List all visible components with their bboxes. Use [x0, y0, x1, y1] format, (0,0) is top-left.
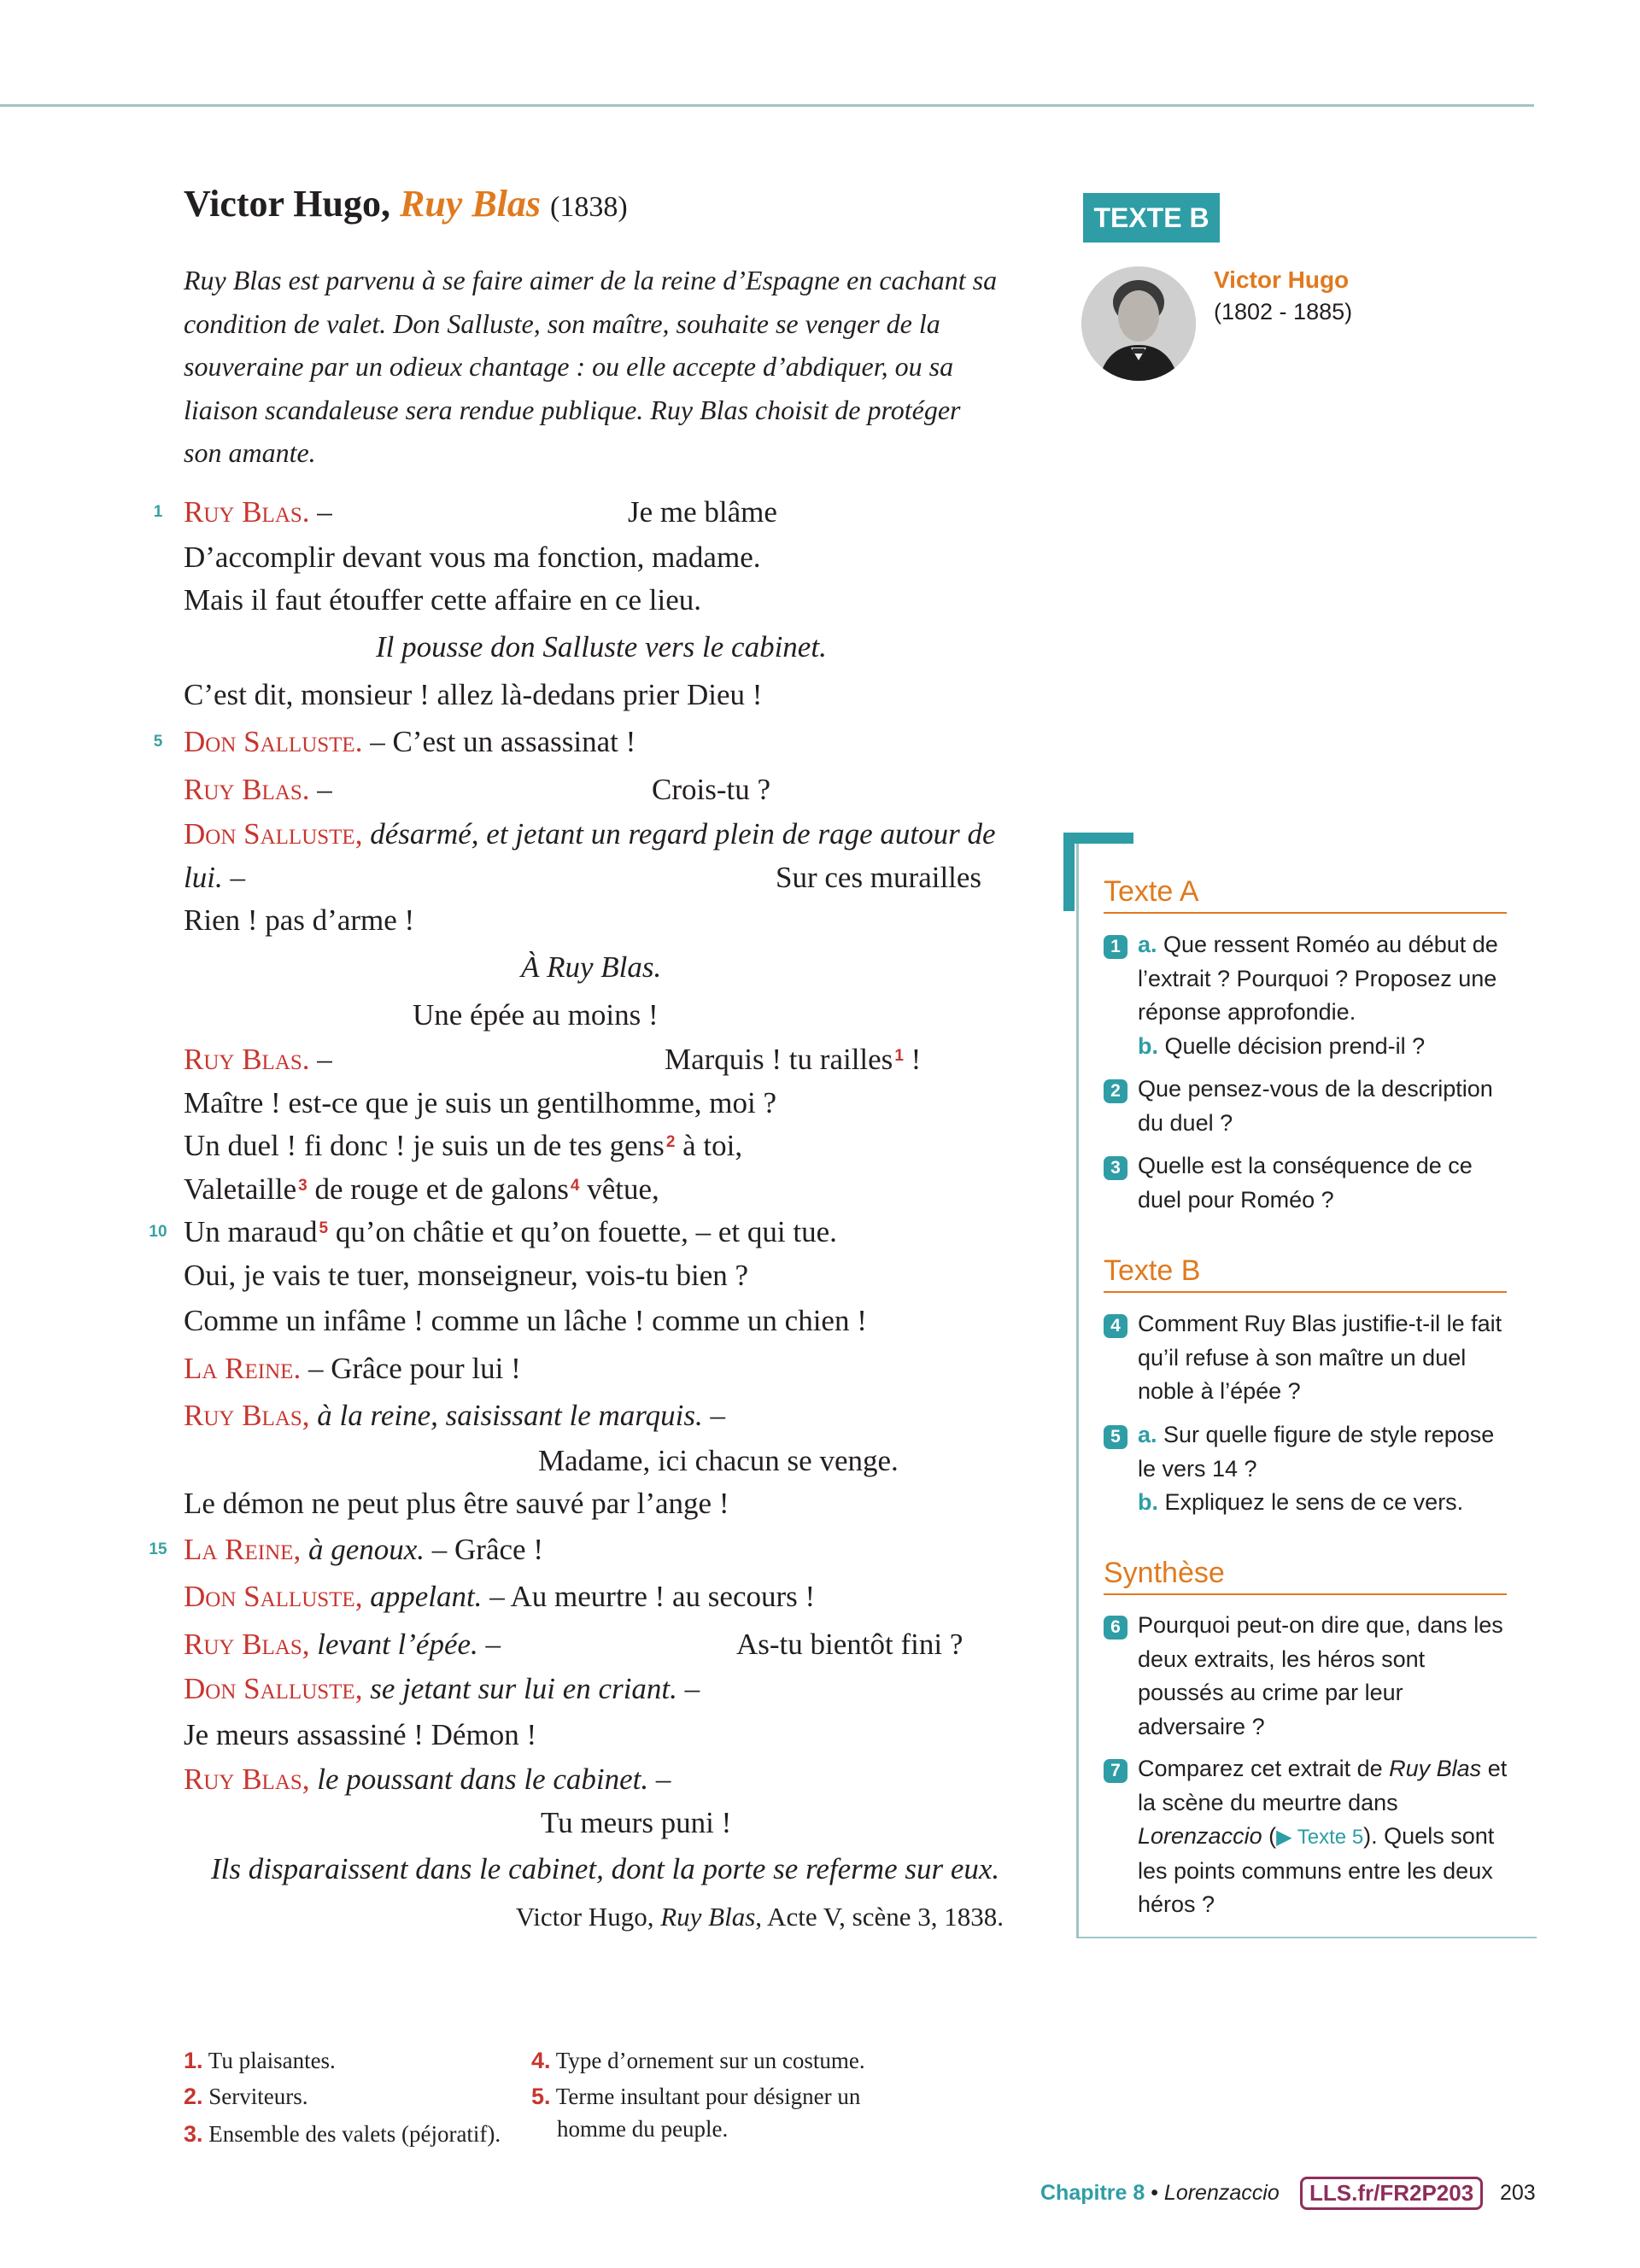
author-portrait-image [1081, 266, 1196, 381]
footnote-number: 1. [184, 2048, 203, 2073]
footnote-number: 2. [184, 2084, 203, 2109]
verse-text: Je me blâme [628, 495, 777, 529]
chapter-title: Lorenzaccio [1163, 2181, 1280, 2205]
verse-text: Crois-tu ? [652, 772, 771, 806]
verse-text: Oui, je vais te tuer, monseigneur, vois-tu bien ? [184, 1258, 749, 1292]
verse-part: de rouge et de galons [307, 1172, 569, 1206]
footnote [531, 2044, 865, 2077]
texte-5-link[interactable]: ▶ Texte 5 [1276, 1826, 1364, 1849]
question-part: Sur quelle figure de style repose le vers 14 ? [1138, 1422, 1495, 1482]
verse-text: – Grâce ! [425, 1532, 543, 1566]
verse-line [184, 1621, 1004, 1669]
verse-text: Sur ces murailles [776, 860, 982, 894]
footnote-text: Serviteurs. [202, 2084, 308, 2109]
separator: • [1145, 2181, 1164, 2205]
verse-line [184, 536, 1004, 580]
footnote-ref: 3 [298, 1176, 308, 1195]
question-part: Que ressent Roméo au début de l’extrait ? Pourquoi ? Proposez une réponse approfondie. [1138, 932, 1498, 1025]
stage-direction [184, 943, 1004, 991]
speaker-name: Ruy Blas. [184, 495, 310, 529]
footnote-ref: 5 [319, 1219, 329, 1237]
verse-part: Marquis ! tu railles [665, 1043, 893, 1076]
line-number: 10 [149, 1223, 167, 1241]
footnote [184, 2044, 336, 2077]
footnote [184, 2118, 501, 2150]
verse-text: – Au meurtre ! au secours ! [482, 1580, 816, 1613]
dash: – [309, 495, 332, 529]
question-5 [1104, 1418, 1514, 1520]
author-portrait [1081, 266, 1196, 381]
footnote-number: 3. [184, 2121, 203, 2147]
verse-text: – Grâce pour lui ! [301, 1351, 521, 1385]
verse-line [184, 899, 1004, 943]
stage-text: À Ruy Blas. [521, 950, 662, 984]
question-3 [1104, 1149, 1514, 1217]
question-number: 6 [1104, 1616, 1128, 1640]
sub-label: a. [1138, 932, 1157, 957]
verse-part: Valetaille [184, 1172, 297, 1206]
verse-text: Rien ! pas d’arme ! [184, 903, 415, 937]
line-number: 15 [149, 1540, 167, 1558]
verse-line [184, 1345, 1004, 1393]
stage-text: se jetant sur lui en criant. [362, 1672, 677, 1705]
question-4 [1104, 1307, 1514, 1409]
verse-line [153, 488, 1004, 536]
verse-line [149, 1526, 1004, 1574]
verse-part: ! [903, 1043, 922, 1076]
question-text [1138, 928, 1514, 1063]
question-7 [1104, 1752, 1514, 1922]
verse-text: Le démon ne peut plus être sauvé par l’ange ! [184, 1487, 729, 1520]
speaker-name: Don Salluste, [184, 817, 363, 850]
question-part: Lorenzaccio [1138, 1823, 1262, 1849]
question-part: Expliquez le sens de ce vers. [1158, 1489, 1464, 1515]
question-part: Comparez cet extrait de [1138, 1756, 1390, 1781]
question-number: 7 [1104, 1759, 1128, 1783]
question-part: ( [1262, 1823, 1277, 1849]
speaker-name: Don Salluste, [184, 1580, 363, 1613]
stage-text: à genoux. [301, 1532, 425, 1566]
footnote-ref: 1 [894, 1047, 904, 1065]
stage-text: Il pousse don Salluste vers le cabinet. [376, 629, 827, 663]
speaker-name: Ruy Blas. [184, 772, 310, 806]
verse-text: Une épée au moins ! [413, 997, 659, 1032]
speaker-name: La Reine, [184, 1532, 302, 1566]
verse-line [184, 766, 1004, 814]
section-title-texte-a: Texte A [1104, 874, 1507, 914]
verse-line [153, 718, 1004, 766]
question-part: Ruy Blas [1389, 1756, 1482, 1781]
title-year: (1838) [550, 191, 628, 223]
question-number: 1 [1104, 935, 1128, 959]
source-part: , Acte V, scène 3, 1838. [755, 1902, 1004, 1932]
stage-text: le poussant dans le cabinet. [309, 1762, 649, 1796]
verse-text: Mais il faut étouffer cette affaire en ce lieu. [184, 583, 702, 617]
footnote-ref: 2 [665, 1133, 676, 1151]
dash: – [309, 772, 332, 806]
verse-text: Maître ! est-ce que je suis un gentilhomme, moi ? [184, 1085, 776, 1119]
footnote-text: homme du peuple. [557, 2116, 729, 2142]
stage-text: à la reine, saisissant le marquis. [309, 1399, 703, 1432]
question-text [1138, 1418, 1514, 1520]
verse-text: C’est dit, monsieur ! allez là-dedans prier Dieu ! [184, 677, 763, 711]
question-number: 3 [1104, 1156, 1128, 1180]
verse-text: As-tu bientôt fini ? [736, 1627, 964, 1661]
dash: – [309, 1043, 332, 1076]
stage-text: Ils disparaissent dans le cabinet, dont la porte se referme sur eux. [211, 1852, 1000, 1885]
verse-line [184, 1573, 1004, 1621]
verse-text: Madame, ici chacun se venge. [538, 1443, 899, 1477]
verse-text: D’accomplir devant vous ma fonction, madame. [184, 540, 761, 574]
verse-line [184, 1711, 1004, 1759]
verse-part: Un maraud [184, 1215, 318, 1248]
texte-badge: TEXTE B [1083, 193, 1220, 243]
verse-line [184, 1254, 1004, 1298]
speaker-name: Ruy Blas. [184, 1043, 310, 1076]
sub-label: b. [1138, 1489, 1158, 1515]
stage-direction [184, 623, 1004, 671]
verse-line [184, 1125, 1004, 1168]
intro-paragraph: Ruy Blas est parvenu à se faire aimer de la reine d’Espagne en cachant sa condition de valet. Don Salluste, son maître, souhaite se venger de la souveraine par un odieux chantage : ou elle accepte d’abdiquer, ou sa liaison scandaleuse sera rendue publique. Ruy Blas choisit de protéger son amante. [184, 265, 998, 468]
verse-text: Tu meurs puni ! [541, 1805, 732, 1839]
verse-line [149, 1211, 1004, 1254]
speaker-name: Ruy Blas, [184, 1399, 310, 1432]
verse-line [184, 1802, 1004, 1845]
line-number: 1 [153, 503, 163, 521]
question-2 [1104, 1073, 1514, 1140]
top-rule [0, 104, 1534, 107]
footnote-number: 4. [531, 2048, 551, 2073]
verse-text [665, 1038, 921, 1082]
question-text: Que pensez-vous de la description du duel ? [1138, 1076, 1493, 1136]
question-1 [1104, 928, 1514, 1063]
footnote [184, 2080, 308, 2113]
question-part: et la scène du meurtre dans [1138, 1756, 1508, 1815]
dash: – [676, 1672, 700, 1705]
verse-line [184, 1168, 1004, 1212]
question-number: 2 [1104, 1079, 1128, 1103]
question-6 [1104, 1609, 1514, 1744]
stage-direction [184, 1844, 1004, 1893]
stage-text: appelant. [362, 1580, 483, 1613]
footnote-text: Type d’ornement sur un costume. [550, 2048, 865, 2073]
section-title-texte-b: Texte B [1104, 1254, 1507, 1293]
verse-text: Je meurs assassiné ! Démon ! [184, 1717, 537, 1751]
verse-text: Comme un infâme ! comme un lâche ! comme un chien ! [184, 1304, 867, 1337]
source-part: Ruy Blas [660, 1902, 756, 1932]
chapter-label: Chapitre 8 [1040, 2181, 1145, 2205]
page-number: 203 [1500, 2181, 1536, 2205]
verse-line [184, 1082, 1004, 1125]
verse-line [184, 1392, 1004, 1440]
lls-link[interactable]: LLS.fr/FR2P203 [1300, 2177, 1483, 2210]
question-part: Quelle décision prend-il ? [1158, 1032, 1426, 1059]
question-text: Comment Ruy Blas justifie-t-il le fait qu’il refuse à son maître un duel noble à l’épée ? [1138, 1311, 1502, 1404]
verse-line [184, 1482, 1004, 1526]
footnote-continued [557, 2113, 728, 2145]
stage-text: levant l’épée. [309, 1627, 478, 1661]
verse-line [184, 1758, 1004, 1802]
verse-line [184, 1440, 1004, 1483]
verse-line [184, 991, 1004, 1039]
title-work: Ruy Blas [399, 183, 542, 225]
section-title-synthese: Synthèse [1104, 1556, 1507, 1595]
dash: – [702, 1399, 725, 1432]
footnote-ref: 4 [570, 1176, 580, 1195]
question-text: Quelle est la conséquence de ce duel pour Roméo ? [1138, 1153, 1473, 1213]
speaker-name: La Reine. [184, 1351, 302, 1385]
footnote-text: Terme insultant pour désigner un [550, 2084, 861, 2109]
footnote-text: Tu plaisantes. [202, 2048, 336, 2073]
footnote-number: 5. [531, 2084, 551, 2109]
speaker-name: Ruy Blas, [184, 1627, 310, 1661]
speaker-name: Don Salluste. [184, 725, 363, 758]
author-dates: (1802 - 1885) [1214, 299, 1353, 324]
chapter-footer [1040, 2181, 1280, 2206]
verse-part: Un duel ! fi donc ! je suis un de tes gens [184, 1129, 665, 1162]
stage-text: lui. [184, 860, 223, 894]
verse-part: à toi, [675, 1129, 743, 1162]
question-text: Pourquoi peut-on dire que, dans les deux extraits, les héros sont poussés au crime par leur adversaire ? [1138, 1612, 1503, 1739]
verse-line [184, 856, 1004, 900]
speaker-name: Ruy Blas, [184, 1762, 310, 1796]
dash: – [648, 1762, 671, 1796]
dash: – [222, 860, 245, 894]
source-citation [516, 1893, 1004, 1941]
verse-line [184, 1668, 1004, 1711]
page-title [184, 182, 628, 225]
question-number: 5 [1104, 1425, 1128, 1449]
speaker-name: Don Salluste, [184, 1672, 363, 1705]
author-name: Victor Hugo [1214, 266, 1350, 293]
verse-part: vêtue, [579, 1172, 659, 1206]
question-part: ). Quels sont les points communs entre les deux héros ? [1138, 1823, 1495, 1917]
box-corner-accent [1063, 833, 1133, 844]
play-excerpt [149, 488, 1004, 1941]
box-corner-accent [1063, 833, 1075, 911]
footnote-text: Ensemble des valets (péjoratif). [202, 2121, 501, 2147]
sub-label: b. [1138, 1032, 1158, 1059]
line-number: 5 [153, 733, 163, 751]
verse-part: qu’on châtie et qu’on fouette, – et qui tue. [328, 1215, 837, 1248]
verse-line [184, 671, 1004, 719]
question-number: 4 [1104, 1314, 1128, 1338]
sub-label: a. [1138, 1422, 1157, 1447]
source-line [184, 1893, 1004, 1941]
verse-line [184, 579, 1004, 623]
verse-line [184, 813, 1004, 856]
dash: – [477, 1627, 501, 1661]
title-author: Victor Hugo, [184, 183, 390, 225]
stage-text: désarmé, et jetant un regard plein de rage autour de [362, 817, 996, 850]
footnote [531, 2080, 860, 2113]
verse-line [184, 1038, 1004, 1082]
question-text [1138, 1752, 1514, 1922]
source-part: Victor Hugo, [515, 1902, 661, 1932]
verse-text: – C’est un assassinat ! [362, 725, 636, 758]
verse-line [184, 1297, 1004, 1345]
